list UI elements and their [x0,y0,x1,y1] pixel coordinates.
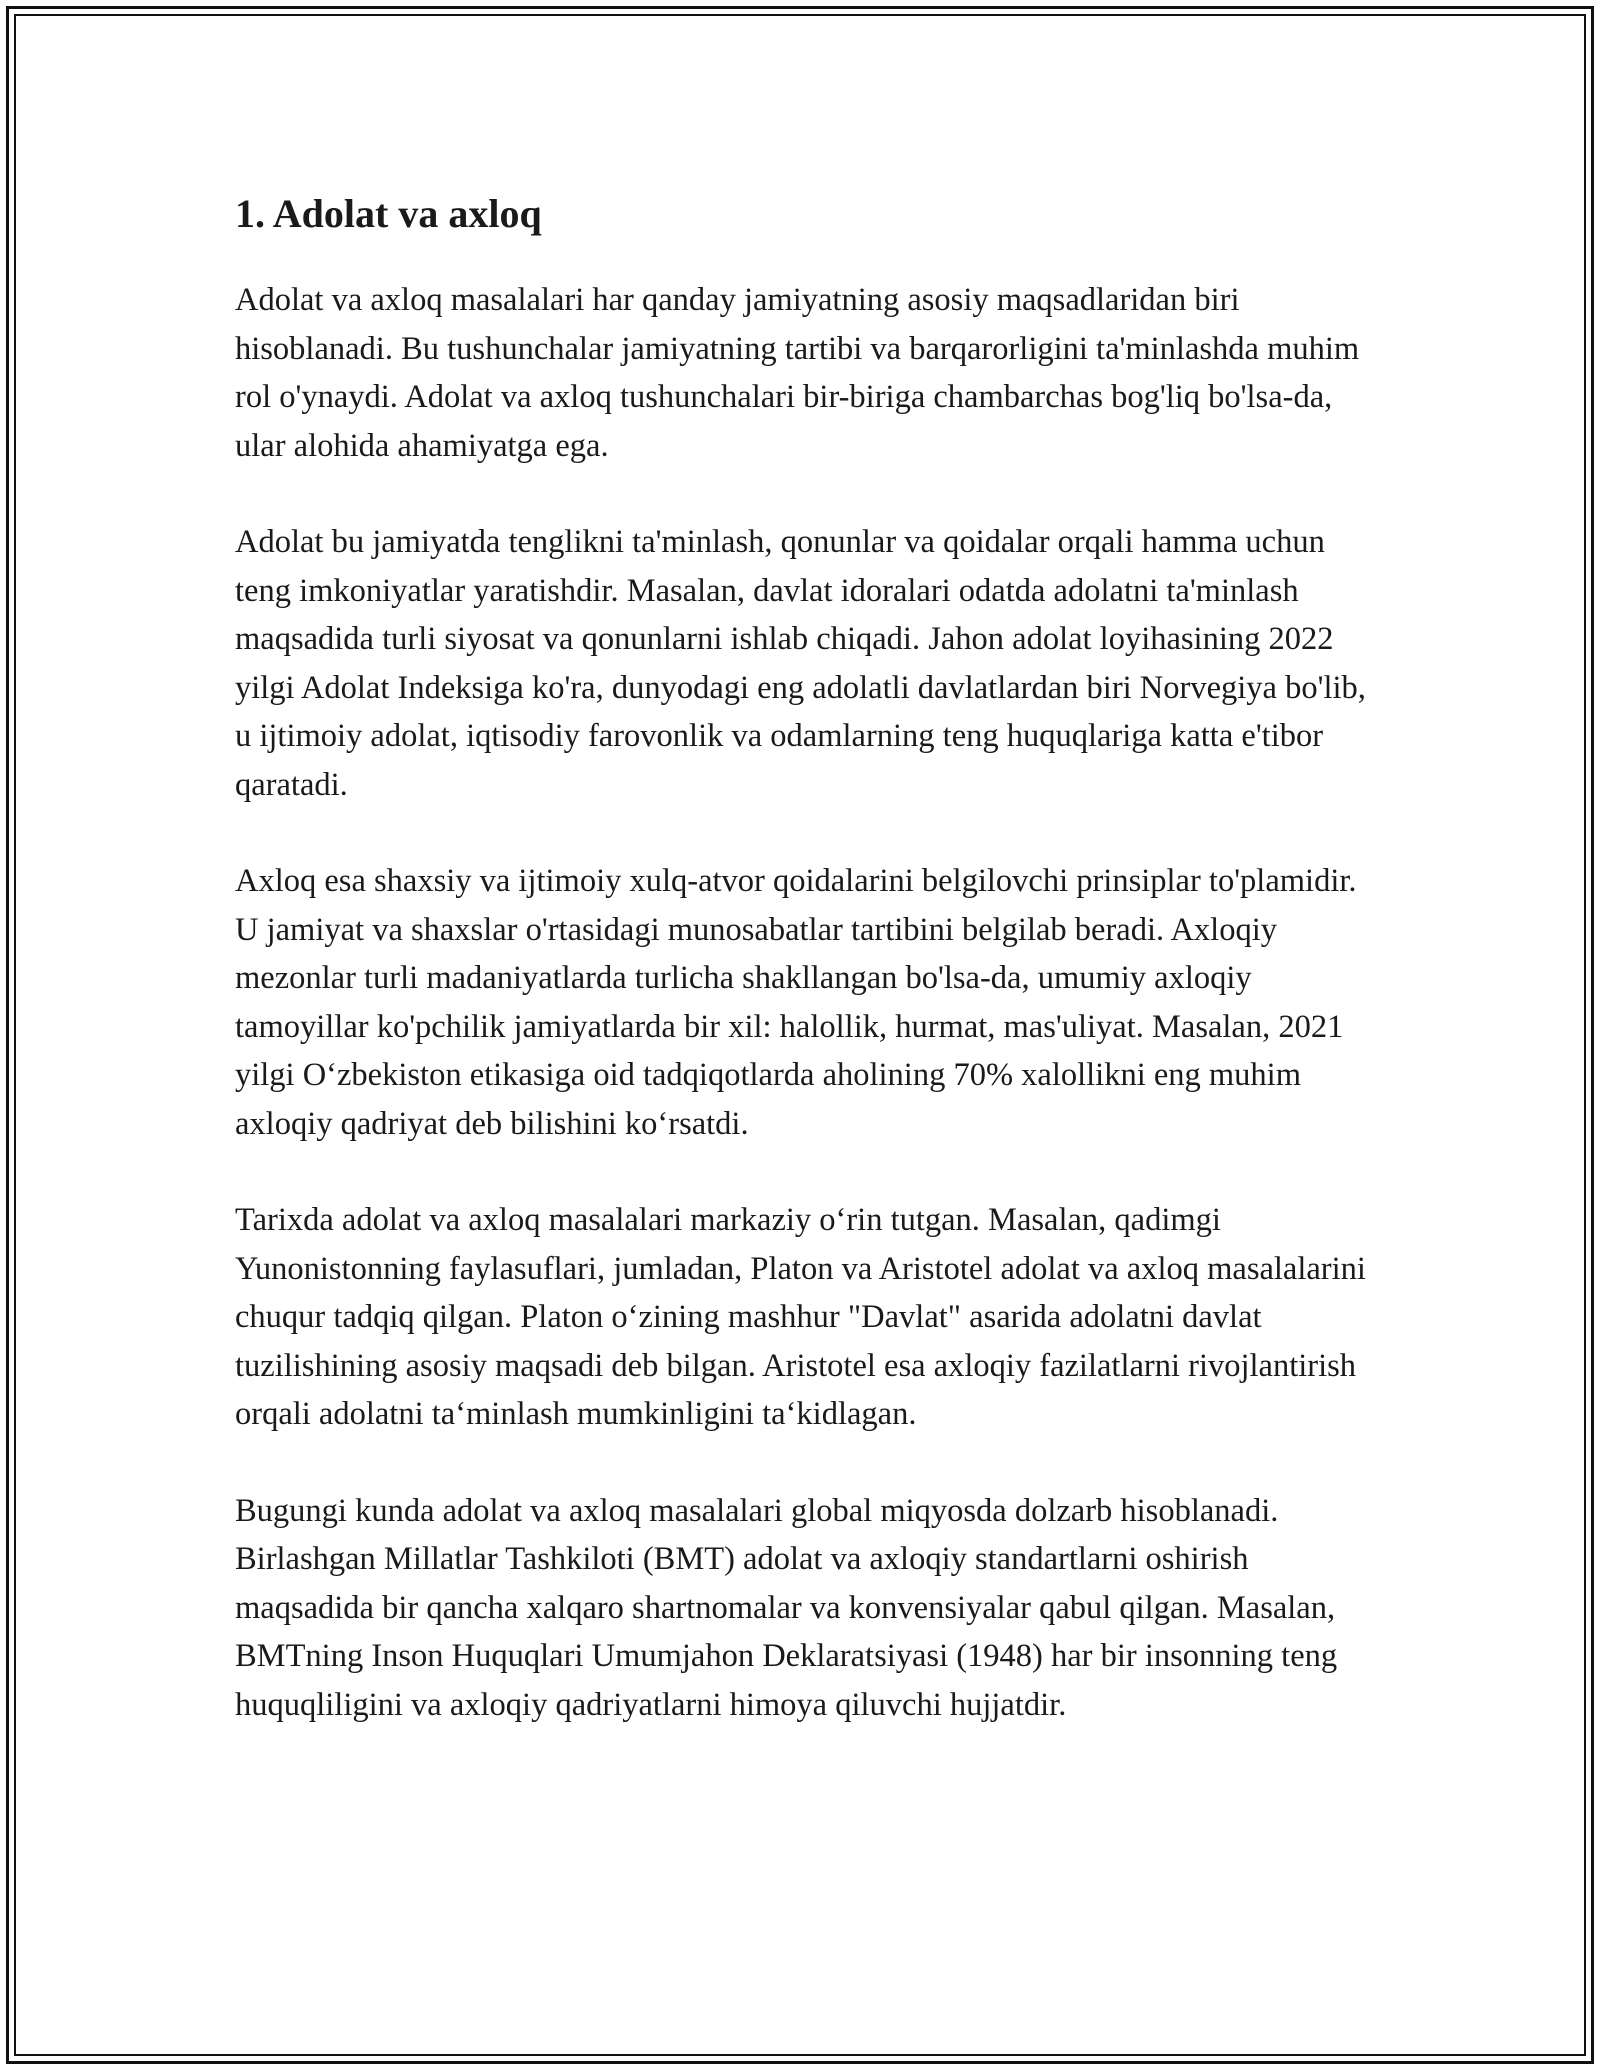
paragraph-1: Adolat va axloq masalalari har qanday jamiyatning asosiy maqsadlaridan biri hisoblanadi. Bu tushunchalar jamiyatning tartibi va barqarorligini ta'minlashda muhim rol o'ynaydi. Adolat va axloq tushunchalari bir-biriga chambarchas bog'liq bo'lsa-da, ular alohida ahamiyatga ega. [235,282,1360,464]
paragraph-2: Adolat bu jamiyatda tenglikni ta'minlash, qonunlar va qoidalar orqali hamma uchun teng imkoniyatlar yaratishdir. Masalan, davlat idoralari odatda adolatni ta'minlash maqsadida turli siyosat va qonunlarni ishlab chiqadi. Jahon adolat loyihasining 2022 yilgi Adolat Indeksiga ko'ra, dunyodagi eng adolatli davlatlardan biri Norvegiya bo'lib, u ijtimoiy adolat, iqtisodiy farovonlik va odamlarning teng huquqlariga katta e'tibor qaratadi. [235,524,1366,803]
paragraph-3: Axloq esa shaxsiy va ijtimoiy xulq-atvor qoidalarini belgilovchi prinsiplar to'plamidir. U jamiyat va shaxslar o'rtasidagi munosabatlar tartibini belgilab beradi. Axloqiy mezonlar turli madaniyatlarda turlicha shakllangan bo'lsa-da, umumiy axloqiy tamoyillar ko'pchilik jamiyatlarda bir xil: halollik, hurmat, mas'uliyat. Masalan, 2021 yilgi O‘zbekiston etikasiga oid tadqiqotlarda aholining 70% xalollikni eng muhim axloqiy qadriyat deb bilishini ko‘rsatdi. [235,863,1357,1142]
document-body [235,188,1380,1729]
paragraph-5: Bugungi kunda adolat va axloq masalalari global miqyosda dolzarb hisoblanadi. Birlashgan Millatlar Tashkiloti (BMT) adolat va axloqiy standartlarni oshirish maqsadida bir qancha xalqaro shartnomalar va konvensiyalar qabul qilgan. Masalan, BMTning Inson Huquqlari Umumjahon Deklaratsiyasi (1948) har bir insonning teng huquqliligini va axloqiy qadriyatlarni himoya qiluvchi hujjatdir. [235,1492,1338,1723]
paragraph-4: Tarixda adolat va axloq masalalari markaziy o‘rin tutgan. Masalan, qadimgi Yunonistonning faylasuflari, jumladan, Platon va Aristotel adolat va axloq masalalarini chuqur tadqiq qilgan. Platon o‘zining mashhur "Davlat" asarida adolatni davlat tuzilishining asosiy maqsadi deb bilgan. Aristotel esa axloqiy fazilatlarni rivojlantirish orqali adolatni ta‘minlash mumkinligini ta‘kidlagan. [235,1202,1366,1432]
section-title: 1. Adolat va axloq [235,191,542,236]
